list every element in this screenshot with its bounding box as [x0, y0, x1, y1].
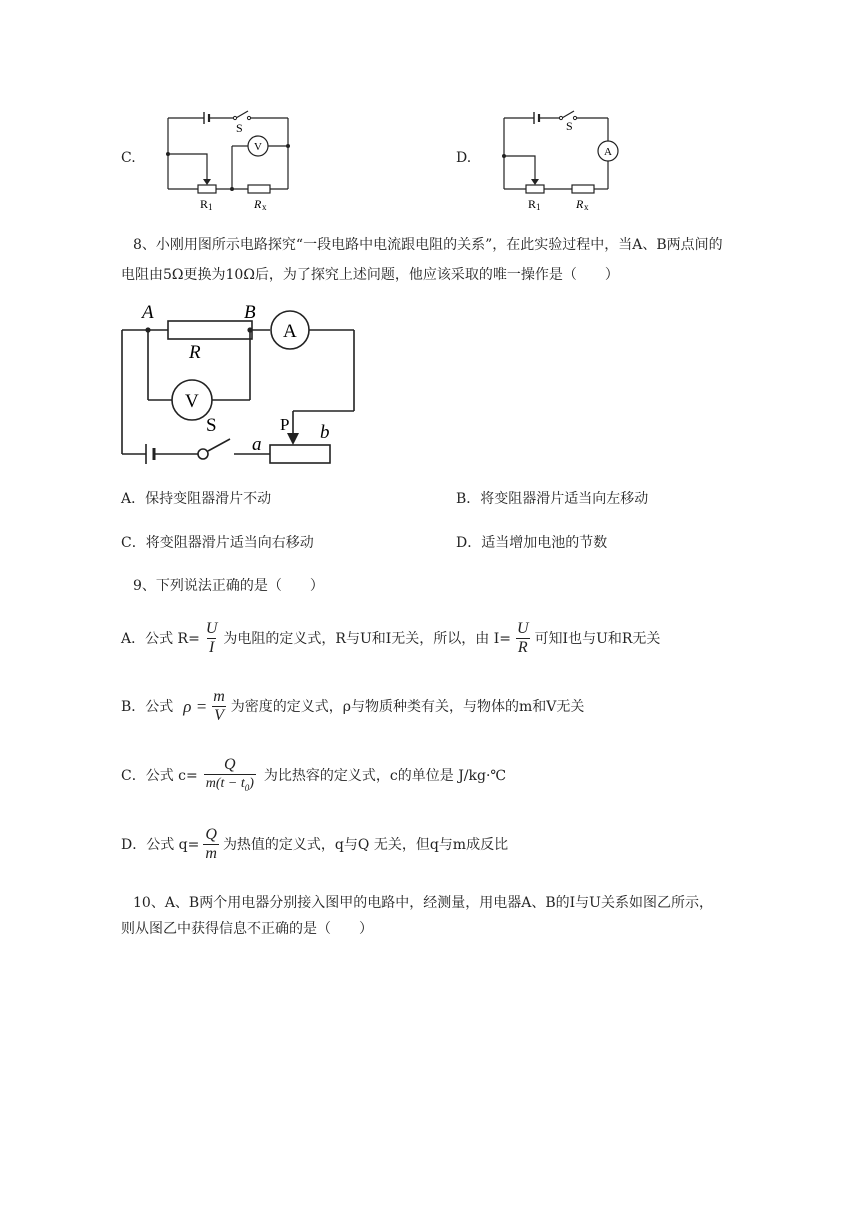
- c-rx-sub: x: [262, 202, 267, 212]
- q9-b-pre: B．公式: [121, 698, 174, 715]
- q9-b-post: 为密度的定义式，ρ与物质种类有关，与物体的m和V无关: [230, 698, 585, 715]
- q9-d-pre: D．公式 q=: [121, 836, 200, 853]
- q9-d-post: 为热值的定义式，q与Q 无关，但q与m成反比: [222, 836, 509, 853]
- c-rx-label: R: [254, 197, 262, 211]
- q9-a-fraction2: $\frac{U}{R}$: [517, 620, 529, 656]
- q8-voltmeter-label: V: [185, 391, 199, 412]
- q8-stem-line1: 8、小刚用图所示电路探究“一段电路中电流跟电阻的关系”，在此实验过程中，当A、B两点间的: [133, 237, 723, 253]
- q7-option-c-label: C.: [121, 150, 136, 166]
- q9-a-mid: 为电阻的定义式，R与U和I无关，所以，由 I=: [223, 630, 511, 647]
- q9-option-d[interactable]: [121, 826, 508, 863]
- q9-option-a[interactable]: [121, 620, 660, 657]
- q8-slider-label: P: [280, 415, 290, 434]
- q9-option-c[interactable]: [121, 756, 506, 797]
- q9-b-fraction: $\frac{m}{V}$: [213, 688, 225, 724]
- q8-stem-line2: 电阻由5Ω更换为10Ω后，为了探究上述问题，他应该采取的唯一操作是（ ）: [121, 267, 619, 283]
- q8-end-a: a: [252, 434, 262, 455]
- q7-circuit-c: [150, 104, 300, 212]
- d-switch-label: S: [566, 119, 573, 133]
- q7-circuit-d: [486, 104, 636, 212]
- q8-option-b[interactable]: B．将变阻器滑片适当向左移动: [456, 491, 649, 507]
- q10-stem-line2: 则从图乙中获得信息不正确的是（ ）: [121, 921, 373, 937]
- c-voltmeter-label: V: [254, 141, 262, 153]
- q9-b-symbol: ρ =: [183, 696, 208, 716]
- q7-option-d-label: D.: [456, 150, 472, 166]
- d-rheostat-label: R: [528, 197, 537, 211]
- q8-circuit: [110, 298, 380, 470]
- d-ammeter-label: A: [604, 146, 612, 158]
- q9-a-post: 可知I也与U和R无关: [534, 630, 661, 647]
- q9-a-pre: A．公式 R=: [121, 630, 200, 647]
- q8-point-b: B: [244, 302, 256, 323]
- d-rheostat-sub: 1: [536, 202, 541, 212]
- c-switch-label: S: [236, 121, 243, 135]
- q8-option-a[interactable]: A．保持变阻器滑片不动: [121, 491, 272, 507]
- q8-resistor-label: R: [189, 342, 201, 363]
- q9-option-b[interactable]: [121, 688, 584, 725]
- q8-point-a: A: [142, 302, 154, 323]
- q8-option-d[interactable]: D．适当增加电池的节数: [456, 535, 608, 551]
- q10-stem-line1: 10、A、B两个用电器分别接入图甲的电路中，经测量，用电器A、B的I与U关系如图乙所示，: [133, 895, 713, 911]
- c-rheostat-label: R: [200, 197, 209, 211]
- q9-c-post: 为比热容的定义式，c的单位是 J/kg·℃: [263, 768, 507, 785]
- q9-a-fraction1: $\frac{U}{I}$: [205, 620, 218, 656]
- q8-ammeter-label: A: [283, 321, 297, 342]
- d-rx-label: R: [576, 197, 584, 211]
- d-rx-sub: x: [584, 202, 589, 212]
- q8-end-b: b: [320, 422, 330, 443]
- c-rheostat-sub: 1: [208, 202, 213, 212]
- q8-option-c[interactable]: C．将变阻器滑片适当向右移动: [121, 535, 314, 551]
- q9-d-fraction: $\frac{Q}{m}$: [205, 826, 217, 862]
- q9-stem: 9、下列说法正确的是（ ）: [133, 578, 324, 594]
- q9-c-fraction: $\frac{Q}{m(t - t_0)}$: [204, 756, 256, 797]
- q8-switch-label: S: [206, 415, 217, 436]
- q9-c-pre: C．公式 c=: [121, 768, 198, 785]
